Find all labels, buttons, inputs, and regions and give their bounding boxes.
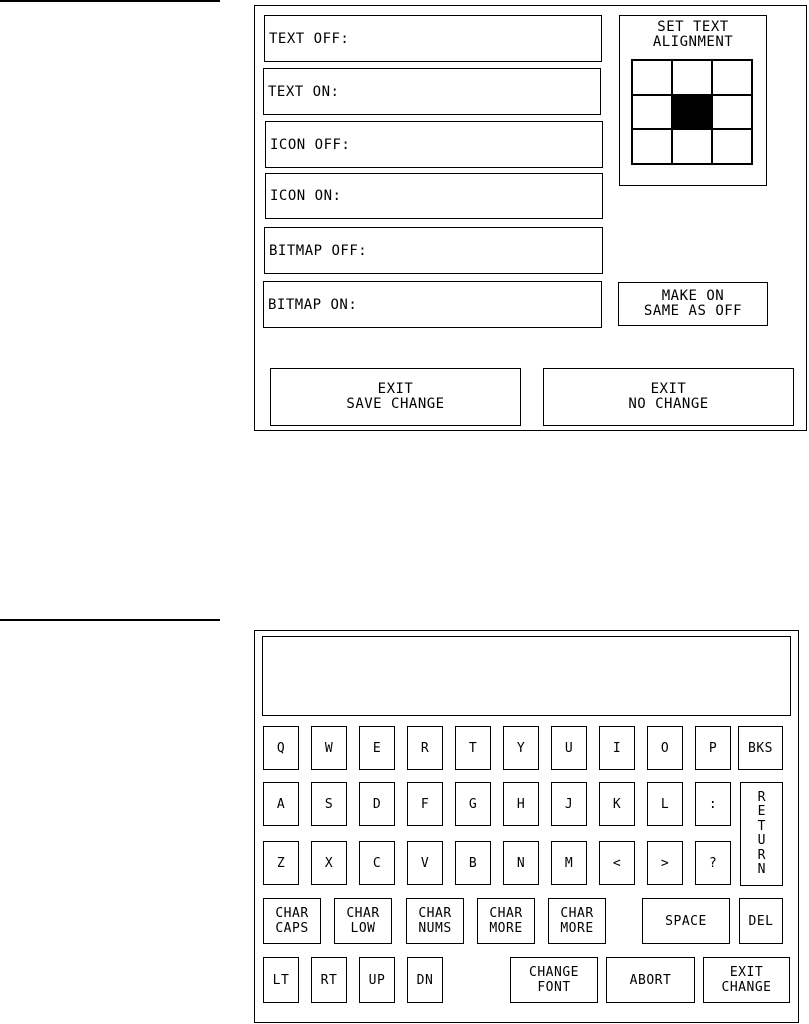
key-y[interactable]: Y (503, 726, 539, 770)
key-up[interactable]: UP (359, 957, 395, 1003)
bitmap-off-field[interactable] (264, 227, 603, 274)
return-key[interactable] (740, 782, 783, 886)
key-m[interactable]: M (551, 841, 587, 885)
text-off-label: TEXT OFF: (269, 30, 350, 47)
align-top-right[interactable] (712, 60, 752, 95)
align-top-center[interactable] (672, 60, 712, 95)
key-e[interactable]: E (359, 726, 395, 770)
key-o[interactable]: O (647, 726, 683, 770)
key-char-more[interactable]: CHAR MORE (548, 898, 606, 944)
key-n[interactable]: N (503, 841, 539, 885)
align-top-left[interactable] (632, 60, 672, 95)
key-f[interactable]: F (407, 782, 443, 826)
key-q[interactable]: Q (263, 726, 299, 770)
align-middle-right[interactable] (712, 95, 752, 130)
key-d[interactable]: D (359, 782, 395, 826)
key-c[interactable]: C (359, 841, 395, 885)
align-middle-left[interactable] (632, 95, 672, 130)
key-lt[interactable]: LT (263, 957, 299, 1003)
icon-on-field[interactable] (265, 173, 603, 219)
return-key-letter: R (757, 847, 766, 863)
key-less-than[interactable]: < (599, 841, 635, 885)
key-i[interactable]: I (599, 726, 635, 770)
key-s[interactable]: S (311, 782, 347, 826)
key-char-caps[interactable]: CHAR CAPS (263, 898, 321, 944)
exit-no-change-button[interactable]: EXIT NO CHANGE (543, 368, 794, 426)
key-b[interactable]: B (455, 841, 491, 885)
key-w[interactable]: W (311, 726, 347, 770)
key-char-low[interactable]: CHAR LOW (334, 898, 392, 944)
key-p[interactable]: P (695, 726, 731, 770)
key-h[interactable]: H (503, 782, 539, 826)
key-j[interactable]: J (551, 782, 587, 826)
key-t[interactable]: T (455, 726, 491, 770)
align-middle-center[interactable] (672, 95, 712, 130)
key-v[interactable]: V (407, 841, 443, 885)
text-off-field[interactable] (264, 15, 602, 62)
key-u[interactable]: U (551, 726, 587, 770)
middle-rule (0, 619, 220, 621)
key-char-more[interactable]: CHAR MORE (477, 898, 535, 944)
return-key-letter: E (757, 804, 766, 819)
key-colon[interactable]: : (695, 782, 731, 826)
space-key[interactable]: SPACE (642, 898, 730, 944)
exit-change-key[interactable]: EXIT CHANGE (703, 957, 790, 1003)
return-key-letter: N (757, 862, 766, 877)
key-k[interactable]: K (599, 782, 635, 826)
key-l[interactable]: L (647, 782, 683, 826)
abort-key[interactable]: ABORT (606, 957, 695, 1003)
key-question[interactable]: ? (695, 841, 731, 885)
text-on-label: TEXT ON: (268, 83, 340, 100)
keyboard-text-input[interactable] (262, 636, 791, 716)
key-greater-than[interactable]: > (647, 841, 683, 885)
align-bottom-left[interactable] (632, 129, 672, 164)
return-key-letter: T (757, 818, 766, 834)
top-rule (0, 0, 220, 2)
bitmap-on-field[interactable] (263, 281, 602, 328)
change-font-key[interactable]: CHANGE FONT (510, 957, 598, 1003)
key-bks[interactable]: BKS (738, 726, 783, 770)
icon-off-field[interactable] (265, 121, 603, 168)
key-char-nums[interactable]: CHAR NUMS (406, 898, 464, 944)
text-on-field[interactable] (263, 68, 601, 115)
icon-off-label: ICON OFF: (270, 136, 351, 153)
icon-on-label: ICON ON: (270, 188, 342, 204)
key-rt[interactable]: RT (311, 957, 347, 1003)
return-key-letter: U (757, 833, 766, 848)
align-bottom-center[interactable] (672, 129, 712, 164)
alignment-grid (631, 59, 753, 165)
return-key-letter: R (757, 789, 766, 805)
text-alignment-title: SET TEXT ALIGNMENT (652, 19, 734, 50)
key-x[interactable]: X (311, 841, 347, 885)
make-on-same-as-off-button[interactable]: MAKE ON SAME AS OFF (618, 282, 768, 326)
key-dn[interactable]: DN (407, 957, 443, 1003)
key-r[interactable]: R (407, 726, 443, 770)
exit-save-change-button[interactable]: EXIT SAVE CHANGE (270, 368, 521, 426)
key-z[interactable]: Z (263, 841, 299, 885)
align-bottom-right[interactable] (712, 129, 752, 164)
key-a[interactable]: A (263, 782, 299, 826)
bitmap-off-label: BITMAP OFF: (269, 242, 368, 259)
del-key[interactable]: DEL (739, 898, 783, 944)
key-g[interactable]: G (455, 782, 491, 826)
bitmap-on-label: BITMAP ON: (268, 296, 358, 313)
